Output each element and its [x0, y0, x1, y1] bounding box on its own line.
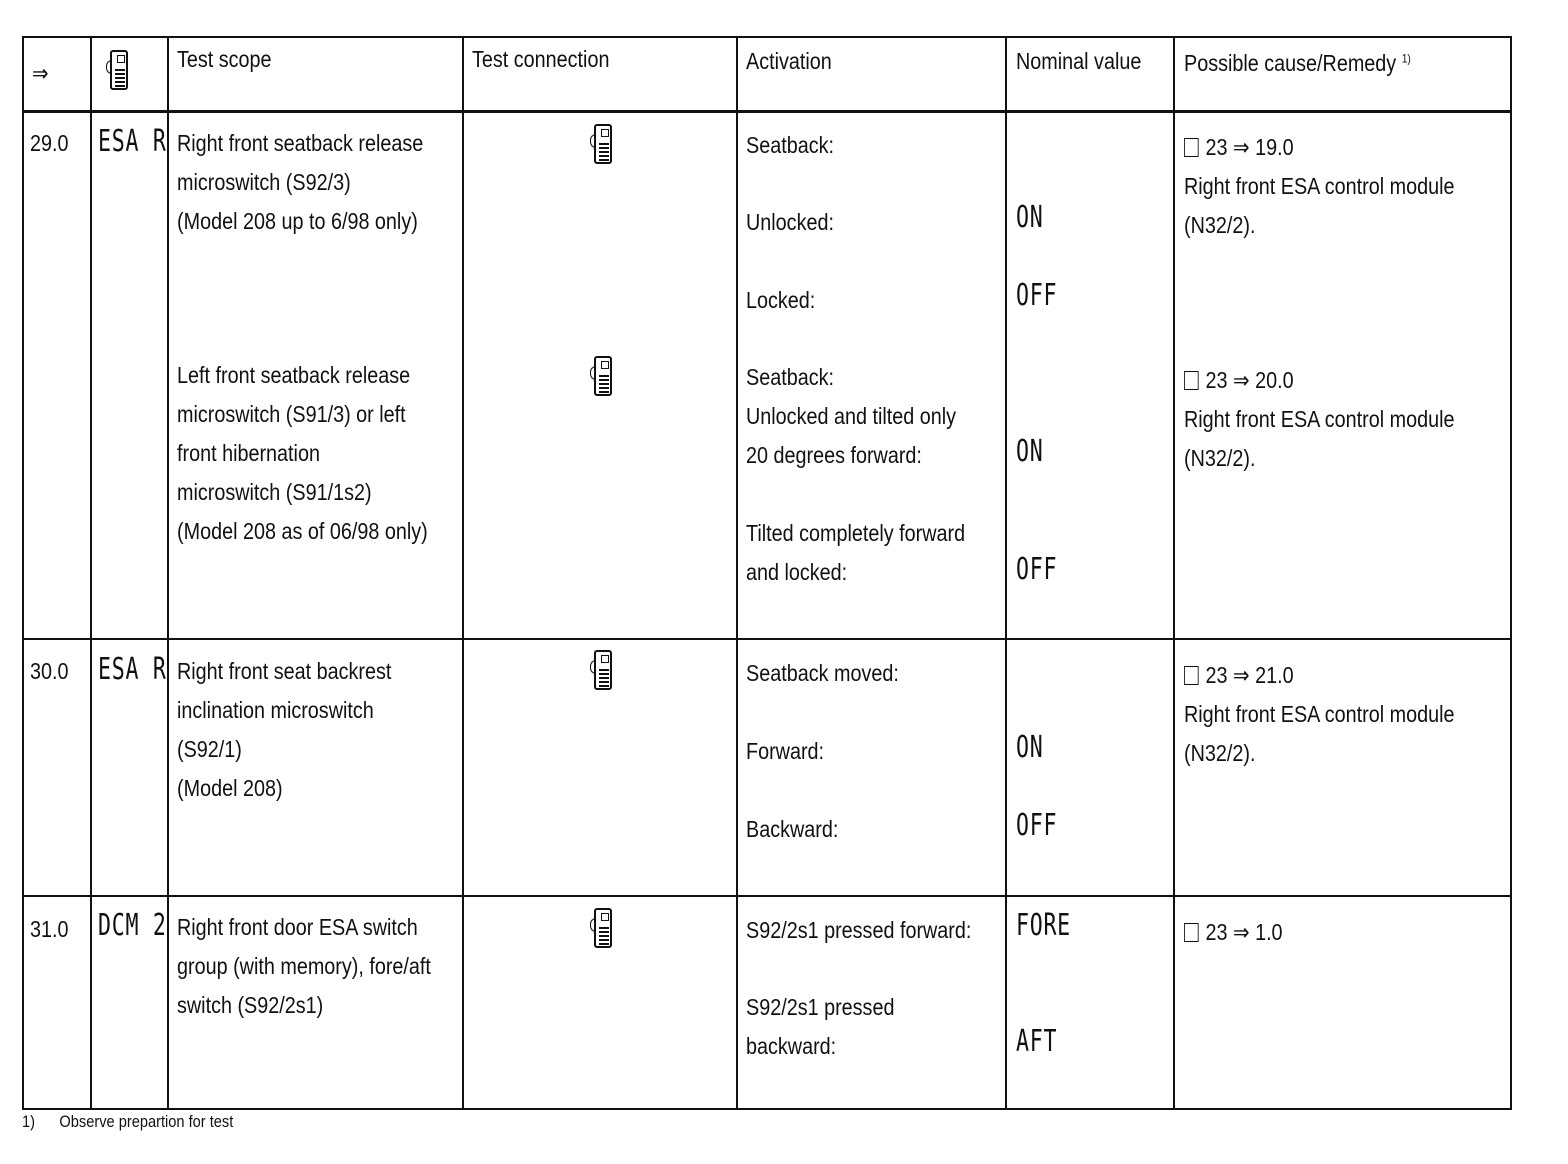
row-divider — [24, 638, 1510, 640]
activation-text: Tilted completely forward and locked: — [746, 520, 966, 585]
footnote-text: Observe prepartion for test — [59, 1112, 234, 1131]
activation-text: Seatback: Unlocked and tilted only 20 degrees forward: — [746, 364, 957, 468]
activation-text: Forward: — [746, 738, 825, 764]
activation-text: Unlocked: — [746, 209, 834, 235]
footnote-mark: 1) — [22, 1112, 36, 1131]
checkbox-icon — [1184, 666, 1199, 685]
header-nominal-value: Nominal value — [1016, 48, 1142, 74]
header-divider — [24, 110, 1510, 113]
activation-text: S92/2s1 pressed backward: — [746, 994, 895, 1059]
checkbox-icon — [1184, 138, 1199, 157]
header-possible-cause: Possible cause/Remedy $^{1)}$ — [1184, 50, 1411, 76]
col-divider — [462, 38, 464, 1108]
possible-cause-text: 23 ⇒ 21.0 Right front ESA control module (N32/2). — [1184, 662, 1455, 766]
tester-icon — [594, 650, 612, 690]
possible-cause-text: 23 ⇒ 20.0 Right front ESA control module (N32/2). — [1184, 367, 1455, 471]
col-divider — [1005, 38, 1007, 1108]
header-test-scope: Test scope — [177, 46, 272, 72]
nominal-display: FORE — [1016, 908, 1071, 943]
step-number: 29.0 — [30, 130, 69, 156]
possible-cause-text: 23 ⇒ 19.0 Right front ESA control module (N32/2). — [1184, 134, 1455, 238]
activation-text: S92/2s1 pressed forward: — [746, 917, 972, 943]
display-readout: DCM 2 — [98, 908, 167, 943]
display-readout: ESA R — [98, 124, 167, 159]
tester-icon — [594, 356, 612, 396]
header-activation: Activation — [746, 48, 832, 74]
nominal-display: OFF — [1016, 808, 1058, 843]
header-test-connection: Test connection — [472, 46, 610, 72]
step-number: 30.0 — [30, 658, 69, 684]
step-number: 31.0 — [30, 916, 69, 942]
row-divider — [24, 895, 1510, 897]
nominal-display: ON — [1016, 200, 1044, 235]
possible-cause-text: 23 ⇒ 1.0 — [1184, 913, 1283, 952]
nominal-display: AFT — [1016, 1024, 1058, 1059]
col-divider — [90, 38, 92, 1108]
test-scope-text: Left front seatback release microswitch (S91/3) or left front hibernation microswitch (S91/1s2) (Model 208 as of 06/98 only) — [177, 362, 428, 544]
checkbox-icon — [1184, 371, 1199, 390]
footnote — [22, 1112, 233, 1132]
activation-text: Locked: — [746, 287, 816, 313]
tester-icon — [594, 908, 612, 948]
nominal-display: ON — [1016, 730, 1044, 765]
col-divider — [736, 38, 738, 1108]
col-divider — [167, 38, 169, 1108]
col-divider — [1173, 38, 1175, 1108]
display-readout: ESA R — [98, 652, 167, 687]
nominal-display: OFF — [1016, 278, 1058, 313]
activation-text: Backward: — [746, 816, 839, 842]
activation-text: Seatback moved: — [746, 660, 899, 686]
tester-icon — [110, 50, 128, 90]
nominal-display: OFF — [1016, 552, 1058, 587]
activation-text: Seatback: — [746, 132, 834, 158]
test-scope-text: Right front door ESA switch group (with memory), fore/aft switch (S92/2s1) — [177, 914, 431, 1018]
test-scope-text: Right front seatback release microswitch (S92/3) (Model 208 up to 6/98 only) — [177, 130, 424, 234]
checkbox-icon — [1184, 923, 1199, 942]
test-table — [22, 36, 1512, 1110]
header-arrow: ⇒ — [32, 60, 49, 86]
tester-icon — [594, 124, 612, 164]
nominal-display: ON — [1016, 434, 1044, 469]
test-scope-text: Right front seat backrest inclination microswitch (S92/1) (Model 208) — [177, 658, 392, 801]
